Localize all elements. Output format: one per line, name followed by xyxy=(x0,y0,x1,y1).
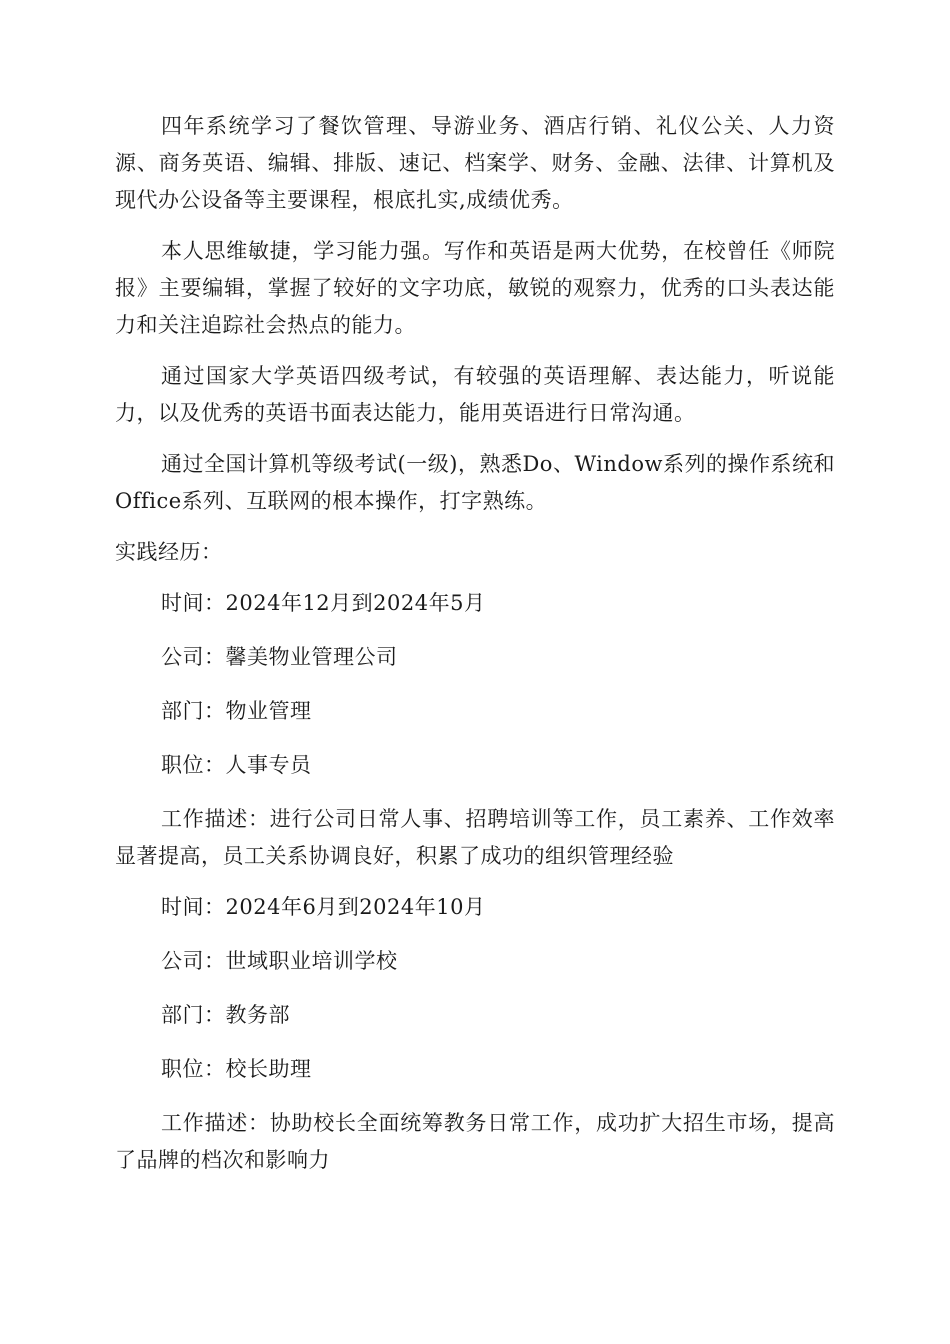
experience-position: 职位：人事专员 xyxy=(161,753,312,777)
paragraph-abilities: 本人思维敏捷，学习能力强。写作和英语是两大优势，在校曾任《师院报》主要编辑，掌握了较好的文字功底，敏锐的观察力，优秀的口头表达能力和关注追踪社会热点的能力。 xyxy=(115,239,835,337)
experience-department: 部门：教务部 xyxy=(161,1003,290,1027)
experience-heading: 实践经历： xyxy=(115,540,223,564)
experience-company: 公司：世域职业培训学校 xyxy=(161,949,398,973)
experience-description: 工作描述：协助校长全面统筹教务日常工作，成功扩大招生市场，提高了品牌的档次和影响力 xyxy=(115,1111,835,1172)
experience-company: 公司：馨美物业管理公司 xyxy=(161,645,398,669)
experience-time: 时间：2024年6月到2024年10月 xyxy=(161,895,486,919)
paragraph-computer: 通过全国计算机等级考试(一级)，熟悉Do、Window系列的操作系统和Office系列、互联网的根本操作，打字熟练。 xyxy=(115,452,835,513)
paragraph-english: 通过国家大学英语四级考试，有较强的英语理解、表达能力，听说能力，以及优秀的英语书面表达能力，能用英语进行日常沟通。 xyxy=(115,364,835,425)
paragraph-courses: 四年系统学习了餐饮管理、导游业务、酒店行销、礼仪公关、人力资源、商务英语、编辑、排版、速记、档案学、财务、金融、法律、计算机及现代办公设备等主要课程，根底扎实,成绩优秀。 xyxy=(115,114,835,212)
experience-department: 部门：物业管理 xyxy=(161,699,312,723)
document-body xyxy=(115,108,835,1193)
experience-position: 职位：校长助理 xyxy=(161,1057,312,1081)
experience-time: 时间：2024年12月到2024年5月 xyxy=(161,591,486,615)
experience-description: 工作描述：进行公司日常人事、招聘培训等工作，员工素养、工作效率显著提高，员工关系协调良好，积累了成功的组织管理经验 xyxy=(115,807,835,868)
experience-entry-1 xyxy=(115,585,835,875)
experience-entry-2 xyxy=(115,889,835,1179)
